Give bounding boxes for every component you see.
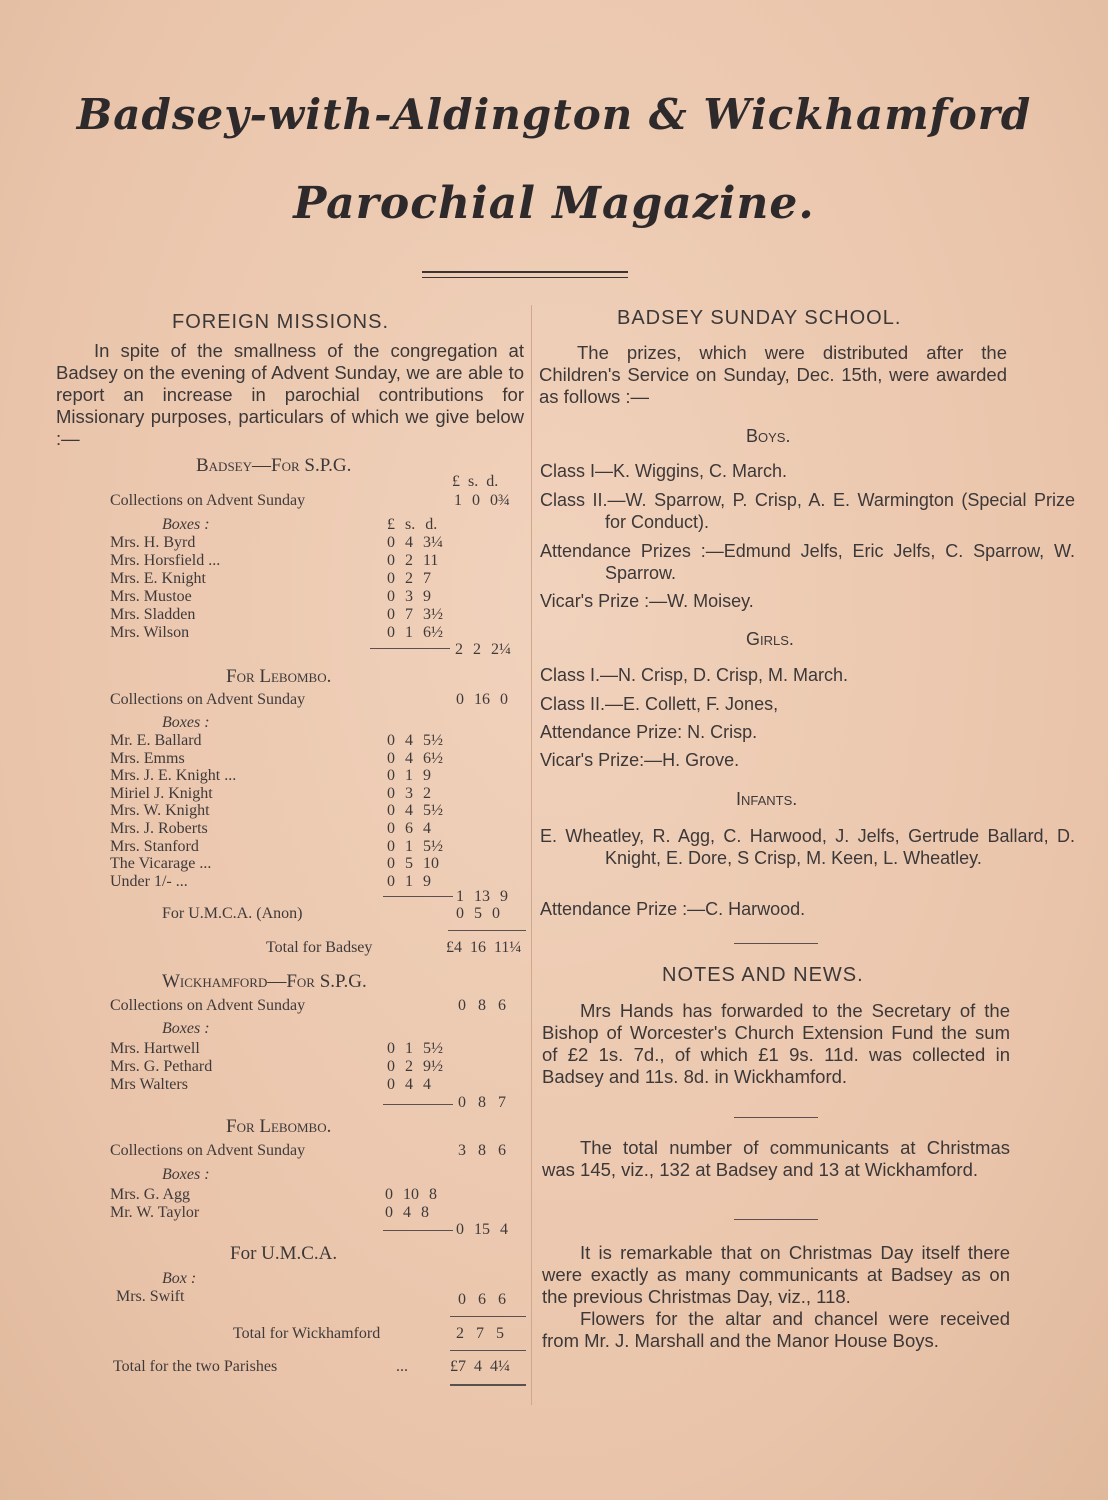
box-donor-name: Mrs Walters [110, 1076, 188, 1093]
masthead-rule-top [422, 271, 628, 273]
box-donor-name: Mrs. Emms [110, 749, 185, 767]
box-donor-amount: 0 3 2 [387, 784, 431, 802]
note-3: It is remarkable that on Christmas Day itself there were exactly as many communicants at Badsey as on the previous Christmas Day, viz., 118. [542, 1242, 1010, 1307]
wick-umca-value: 0 6 6 [458, 1291, 506, 1308]
badsey-lebombo-title: For Lebombo. [226, 666, 332, 687]
girls-line-3: Attendance Prize: N. Crisp. [540, 722, 758, 742]
wick-umca-name: Mrs. Swift [116, 1288, 185, 1305]
grand-total-value: £7 4 4¼ [450, 1358, 510, 1375]
note-1: Mrs Hands has forwarded to the Secretary of the Bishop of Worcester's Church Extension Fund the sum of £2 1s. 7d., of which £1 9s. 11d. was collected in Badsey and 11s. 8d. in Wickhamford. [542, 1000, 1010, 1087]
masthead-rule-bottom [422, 277, 628, 278]
column-divider [531, 305, 532, 1405]
school-end-rule [734, 943, 818, 944]
box-donor-amount: 0 7 3½ [387, 606, 443, 623]
foreign-missions-heading: FOREIGN MISSIONS. [172, 311, 390, 333]
wick-lebombo-title: For Lebombo. [226, 1116, 332, 1137]
box-donor-amount: 0 2 7 [387, 570, 431, 587]
box-donor-amount: 0 4 8 [385, 1204, 429, 1221]
box-donor-name: Mrs. Sladden [110, 606, 196, 623]
wick-lebombo-boxes-total: 0 15 4 [456, 1221, 508, 1238]
masthead-title: Badsey-with-Aldington & Wickhamford [76, 90, 1032, 139]
note-3-block [542, 1242, 1010, 1352]
grand-total-rule-bottom [450, 1384, 526, 1386]
box-donor-name: Mrs. G. Pethard [110, 1058, 213, 1075]
intro-paragraph: In spite of the smallness of the congregation at Badsey on the evening of Advent Sunday, we are able to report an increase in parochial contributions for Missionary purposes, particulars of which we give below :— [56, 340, 524, 449]
box-donor-name: Under 1/- ... [110, 872, 188, 890]
wick-lebombo-collections-value: 3 8 6 [458, 1142, 506, 1159]
umca-anon-value: 0 5 0 [456, 905, 500, 922]
box-donor-name: Miriel J. Knight [110, 784, 213, 802]
note-2-block [542, 1137, 1010, 1181]
box-donor-amount: 0 1 5½ [387, 837, 443, 855]
note-rule-1 [734, 1117, 818, 1118]
wick-total-rule [450, 1316, 526, 1317]
wick-total-value: 2 7 5 [456, 1325, 504, 1342]
badsey-spg-collections-value: 1 0 0¾ [454, 492, 510, 509]
wick-total-label: Total for Wickhamford [233, 1325, 381, 1342]
wick-lebombo-collections-label: Collections on Advent Sunday [110, 1142, 306, 1159]
box-donor-name: Mrs. J. Roberts [110, 820, 208, 837]
box-donor-amount: 0 5 10 [387, 855, 439, 873]
sunday-school-intro: The prizes, which were distributed after the Children's Service on Sunday, Dec. 15th, were awarded as follows :— [539, 342, 1007, 407]
box-donor-amount: 0 3 9 [387, 588, 431, 605]
note-rule-2 [734, 1219, 818, 1220]
girls-line-1: Class I.—N. Crisp, D. Crisp, M. March. [540, 665, 849, 685]
wick-spg-collections-label: Collections on Advent Sunday [110, 997, 306, 1014]
badsey-lebombo-subtotal-rule [383, 896, 453, 897]
box-donor-name: Mrs. Horsfield ... [110, 552, 221, 569]
box-donor-amount: 0 4 4 [387, 1076, 431, 1093]
badsey-spg-title: Badsey—For S.P.G. [196, 455, 352, 476]
wick-spg-subtotal-rule [383, 1104, 453, 1105]
sunday-school-heading: BADSEY SUNDAY SCHOOL. [617, 307, 902, 329]
boys-heading: Boys. [746, 426, 791, 446]
badsey-lebombo-collections-value: 0 16 0 [456, 691, 508, 708]
box-donor-name: Mrs. J. E. Knight ... [110, 767, 237, 785]
wick-spg-boxes-label: Boxes : [162, 1020, 210, 1037]
badsey-total-rule [448, 930, 526, 931]
badsey-spg-boxes-label: Boxes : [162, 516, 210, 533]
box-donor-name: Mrs. E. Knight [110, 570, 206, 587]
box-donor-amount: 0 4 5½ [387, 802, 443, 820]
box-donor-amount: 0 10 8 [385, 1186, 437, 1203]
wick-umca-title: For U.M.C.A. [230, 1243, 338, 1264]
wick-spg-title: Wickhamford—For S.P.G. [162, 971, 367, 992]
box-donor-amount: 0 4 5½ [387, 732, 443, 749]
box-donor-amount: 0 6 4 [387, 820, 431, 837]
badsey-spg-collections-label: Collections on Advent Sunday [110, 492, 306, 509]
boys-line-3: Attendance Prizes :—Edmund Jelfs, Eric Jelfs, C. Sparrow, W. Sparrow. [540, 541, 1075, 583]
wick-lebombo-subtotal-rule [383, 1230, 453, 1231]
box-donor-name: Mrs. Hartwell [110, 1040, 200, 1057]
wick-spg-collections-value: 0 8 6 [458, 997, 506, 1014]
box-donor-name: Mr. W. Taylor [110, 1204, 200, 1221]
badsey-spg-boxes-header: £ s. d. [387, 516, 438, 533]
box-donor-amount: 0 1 6½ [387, 624, 443, 641]
foreign-missions-intro [56, 340, 524, 450]
box-donor-name: The Vicarage ... [110, 855, 212, 873]
box-donor-name: Mrs. Wilson [110, 624, 190, 641]
box-donor-name: Mrs. H. Byrd [110, 534, 196, 551]
grand-total-dots: ... [396, 1358, 408, 1375]
badsey-spg-boxes-total: 2 2 2¼ [455, 641, 511, 658]
note-4: Flowers for the altar and chancel were received from Mr. J. Marshall and the Manor House Boys. [542, 1308, 1010, 1351]
boys-line-1: Class I—K. Wiggins, C. March. [540, 461, 788, 481]
badsey-spg-subtotal-rule [370, 648, 450, 649]
note-1-block [542, 1000, 1010, 1088]
box-donor-amount: 0 1 9 [387, 872, 431, 890]
box-donor-name: Mrs. Mustoe [110, 588, 192, 605]
box-donor-amount: 0 2 9½ [387, 1058, 443, 1075]
currency-header: £ s. d. [452, 473, 499, 490]
box-donor-amount: 0 1 9 [387, 767, 431, 785]
box-donor-name: Mrs. W. Knight [110, 802, 210, 820]
box-donor-amount: 0 4 3¼ [387, 534, 443, 551]
boys-line-2: Class II.—W. Sparrow, P. Crisp, A. E. Warmington (Special Prize for Conduct). [540, 490, 1075, 532]
box-donor-amount: 0 2 11 [387, 552, 439, 569]
umca-anon-label: For U.M.C.A. (Anon) [162, 905, 303, 922]
wick-lebombo-boxes-label: Boxes : [162, 1166, 210, 1183]
girls-heading: Girls. [746, 629, 794, 649]
grand-total-label: Total for the two Parishes [113, 1358, 278, 1375]
masthead-subtitle: Parochial Magazine. [293, 178, 815, 229]
notes-heading: NOTES AND NEWS. [662, 964, 864, 986]
boys-line-4: Vicar's Prize :—W. Moisey. [540, 591, 754, 611]
badsey-lebombo-boxes-total: 1 13 9 [456, 888, 508, 905]
box-donor-name: Mr. E. Ballard [110, 732, 202, 749]
badsey-total-value: £4 16 11¼ [446, 939, 522, 956]
infants-names: E. Wheatley, R. Agg, C. Harwood, J. Jelfs, Gertrude Ballard, D. Knight, E. Dore, S Crisp, M. Keen, L. Wheatley. [540, 826, 1075, 868]
wick-spg-boxes-total: 0 8 7 [458, 1094, 506, 1111]
box-donor-name: Mrs. Stanford [110, 837, 199, 855]
girls-line-2: Class II.—E. Collett, F. Jones, [540, 694, 779, 714]
box-donor-amount: 0 4 6½ [387, 749, 443, 767]
wick-umca-box-label: Box : [162, 1270, 197, 1287]
girls-line-4: Vicar's Prize:—H. Grove. [540, 750, 740, 770]
badsey-lebombo-boxes-label: Boxes : [162, 714, 210, 731]
infants-attendance: Attendance Prize :—C. Harwood. [540, 899, 806, 919]
box-donor-amount: 0 1 5½ [387, 1040, 443, 1057]
sunday-school-intro-block [539, 342, 1007, 408]
grand-total-rule-top [450, 1350, 526, 1351]
box-donor-name: Mrs. G. Agg [110, 1186, 191, 1203]
badsey-total-label: Total for Badsey [266, 939, 373, 956]
infants-heading: Infants. [736, 789, 798, 809]
badsey-lebombo-collections-label: Collections on Advent Sunday [110, 691, 306, 708]
note-2: The total number of communicants at Christmas was 145, viz., 132 at Badsey and 13 at Wickhamford. [542, 1137, 1010, 1180]
